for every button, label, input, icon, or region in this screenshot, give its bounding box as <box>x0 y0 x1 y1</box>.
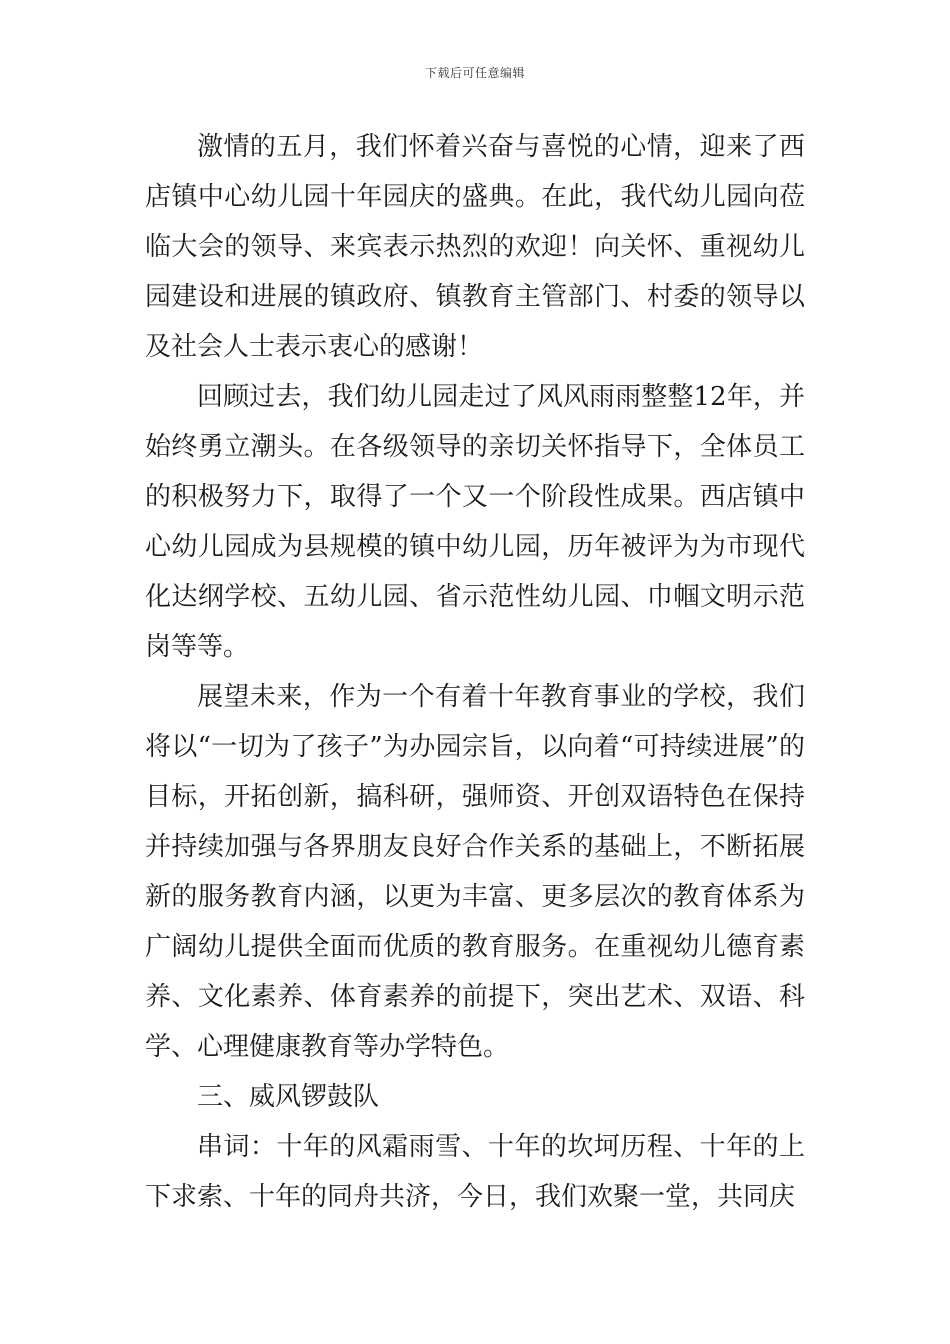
paragraph-script: 串词：十年的风霜雨雪、十年的坎坷历程、十年的上下求索、十年的同舟共济，今日，我们欢聚一堂，共同庆 <box>145 1132 805 1212</box>
paragraph-welcome: 激情的五月，我们怀着兴奋与喜悦的心情，迎来了西店镇中心幼儿园十年园庆的盛典。在此，我代幼儿园向莅临大会的领导、来宾表示热烈的欢迎！向关怀、重视幼儿园建设和进展的镇政府、镇教育主管部门、村委的领导以及社会人士表示衷心的感谢！ <box>145 132 805 362</box>
header-note: 下载后可任意编辑 <box>424 66 525 80</box>
section-heading: 三、威风锣鼓队 <box>197 1082 380 1112</box>
paragraph-review: 回顾过去，我们幼儿园走过了风风雨雨整整12年，并始终勇立潮头。在各级领导的亲切关怀指导下，全体员工的积极努力下，取得了一个又一个阶段性成果。西店镇中心幼儿园成为县规模的镇中幼儿园，历年被评为为市现代化达纲学校、五幼儿园、省示范性幼儿园、巾帼文明示范岗等等。 <box>145 382 805 662</box>
paragraph-outlook: 展望未来，作为一个有着十年教育事业的学校，我们将以“一切为了孩子”为办园宗旨，以向着“可持续进展”的目标，开拓创新，搞科研，强师资、开创双语特色在保持并持续加强与各界朋友良好合作关系的基础上，不断拓展新的服务教育内涵，以更为丰富、更多层次的教育体系为广阔幼儿提供全面而优质的教育服务。在重视幼儿德育素养、文化素养、体育素养的前提下，突出艺术、双语、科学、心理健康教育等办学特色。 <box>145 682 805 1062</box>
document-body <box>145 122 805 1222</box>
